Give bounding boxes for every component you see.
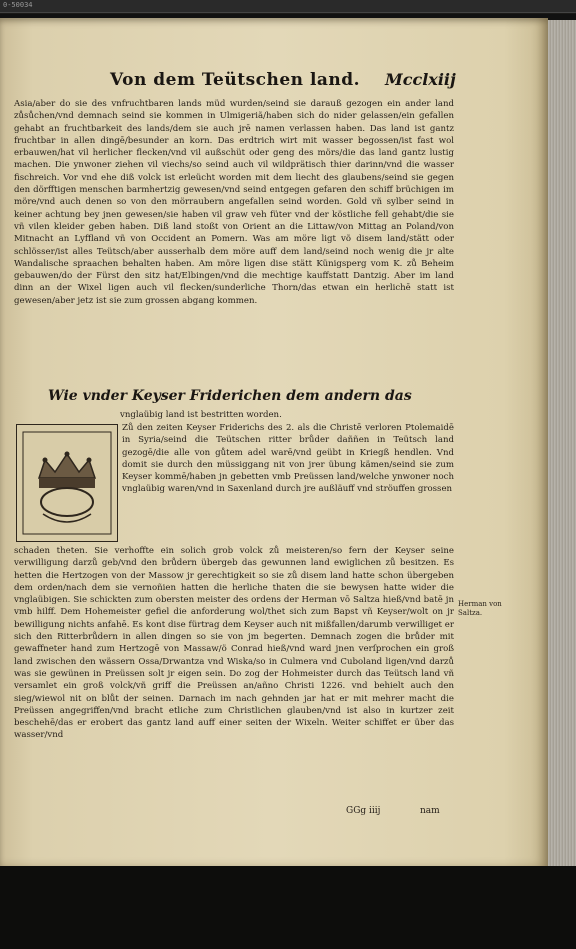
section-heading: Wie vnder Keyser Friderichen dem andern das (48, 388, 412, 404)
catchword: nam (420, 806, 440, 816)
scan-header-bar (0, 0, 576, 13)
margin-note: Herman von Saltza. (458, 600, 502, 617)
page-edges (548, 20, 576, 870)
scan-label: 0-50034 (3, 1, 33, 9)
running-header: Von dem Teütschen land. (110, 70, 361, 90)
crown-woodcut-icon (21, 430, 113, 536)
paragraph-2: Zů den zeiten Keyser Friderichs des 2. als die Christē verloren Ptolemaidē in Syria/seind die Teütschen ritter brůder daññen in Teütsch land gezogē/die alle von gůtem adel warē/vnd geübt in Kriegß hendlen. Vnd domit sie durch den müssiggang nit von jrer übung kämen/seind sie zum Keyser kommē/haben jn gebetten vmb Preüssen land/welche ynwoner noch vnglaübig waren/vnd in Saxenland durch jre außläuff vnd ströuffen grossen (122, 423, 454, 495)
signature-mark: GGg iiij (346, 806, 381, 816)
folio-number: Mcclxiij (385, 70, 456, 89)
decorated-initial-crown-icon (16, 424, 118, 542)
bottom-shadow (0, 866, 576, 949)
paragraph-3: schaden theten. Sie verhoffte ein solich grob volck zů meisteren/so fern der Keyser seine verwilligung darzů geb/vnd den brůdern übergeb das gewunnen land ewiglichen zů besitzen. Es hetten die Hertzogen von der Massow jr gerechtigkeit so sie zů disem land hatte schon übergeben dem orden/nach dem sie vernoñien hatten die herliche thaten die sie bewysen hatte wider die vnglaübigen. Sie schickten zum obersten meister des ordens der Herman vō Saltza hieß/vnd batē jn vmb hilff. Dem Hohemeister gefiel die anforderung wol/thet sich zum Bapst vñ Keyser/wolt on jr bewilligung nichts anfahē. Es kont dise fürtrag dem Keyser auch nit mißfallen/darumb verwilliget er sich den Ritterbrůdern in allen dingen so sie von jm begerten. Demnach zogen die brůder mit gewaffneter hand zum Hertzogē von Massaw/ö Conrad hieß/vnd ward jnen verſprochen ein groß land zwischen den wässern Ossa/Drwantza vnd Wiska/so in Culmera vnd Cuboland ligen/vnd darzů was sie gewünen in Preüssen solt jr eigen sein. Do zog der Hohmeister durch das Teütsch land vñ versamlet ein groß volck/vñ griff die Preüssen an/añno Christi 1226. vnd behielt auch den sieg/wiewol nit on blůt der seinen. Darnach im nach gehnden jar hat er mit mehrer macht die Preüssen angegriffen/vnd bracht etliche zum Christlichen glauben/vnd ist also in kurtzer zeit beschehē/das er erobert das gantz land auff einer seiten der Wixeln. Weiter schiffet er über das wasser/vnd (14, 546, 454, 741)
section-subheading: vnglaübig land ist bestritten worden. (120, 410, 282, 420)
paragraph-1: Asia/aber do sie des vnfruchtbaren lands müd wurden/seind sie darauß gezogen ein ander land zůsůchen/vnd demnach seind sie kommen in Ulmigeriã/haben sich do nider gelassen/ein gefallen gehabt an fruchtbarkeit des lands/dem sie auch jrē namen verlassen haben. Das land ist gantz fruchtbar in allen dingē/besunder an korn. Das erdtrich wirt mit wasser begossen/ist fast wol erbauwen/hat vil herlicher flecken/vnd vil außschüt oder geng des mörs/die das land gantz lustig machen. Die ynwoner ziehen vil viechs/so seind auch vil wildprätisch thier darinn/vnd die wasser fischreich. Vor vnd ehe diß volck ist erleücht worden mit dem liecht des glaubens/seind sie gegen den dörfftigen menschen barmhertzig gewesen/vnd seind entgegen gefaren den schiff brüchigen im möre/vnd auch denen so von den mörraubern angefallen seind worden. Gold vñ sylber seind in keiner achtung bey jnen gewesen/sie haben vil graw veh füter vnd der köstliche fell gehabt/die sie vñ vilen kleider geben haben. Diß land stoßt von Orient an die Littaw/von Mittag an Poland/von Mitnacht an Lyffland vñ von Occident an Pomern. Was am möre ligt võ disem land/stätt oder schlösser/ist alles Teütsch/aber ausserhalb dem möre auff dem land/seind noch wenig die jr alte Wandalische spraachen behalten haben. Am möre ligen dise stätt Künigsperg vom K. zů Beheim gebauwen/do der Fürst den sitz hat/Elbingen/vnd die mechtige kauffstatt Dantzig. Aber im land dinn an der Wixel ligen auch vil flecken/sunderliche Thorn/das etwan ein herlichē statt ist gewesen/aber jetz ist sie zum grossen abgang kommen. (14, 99, 454, 306)
